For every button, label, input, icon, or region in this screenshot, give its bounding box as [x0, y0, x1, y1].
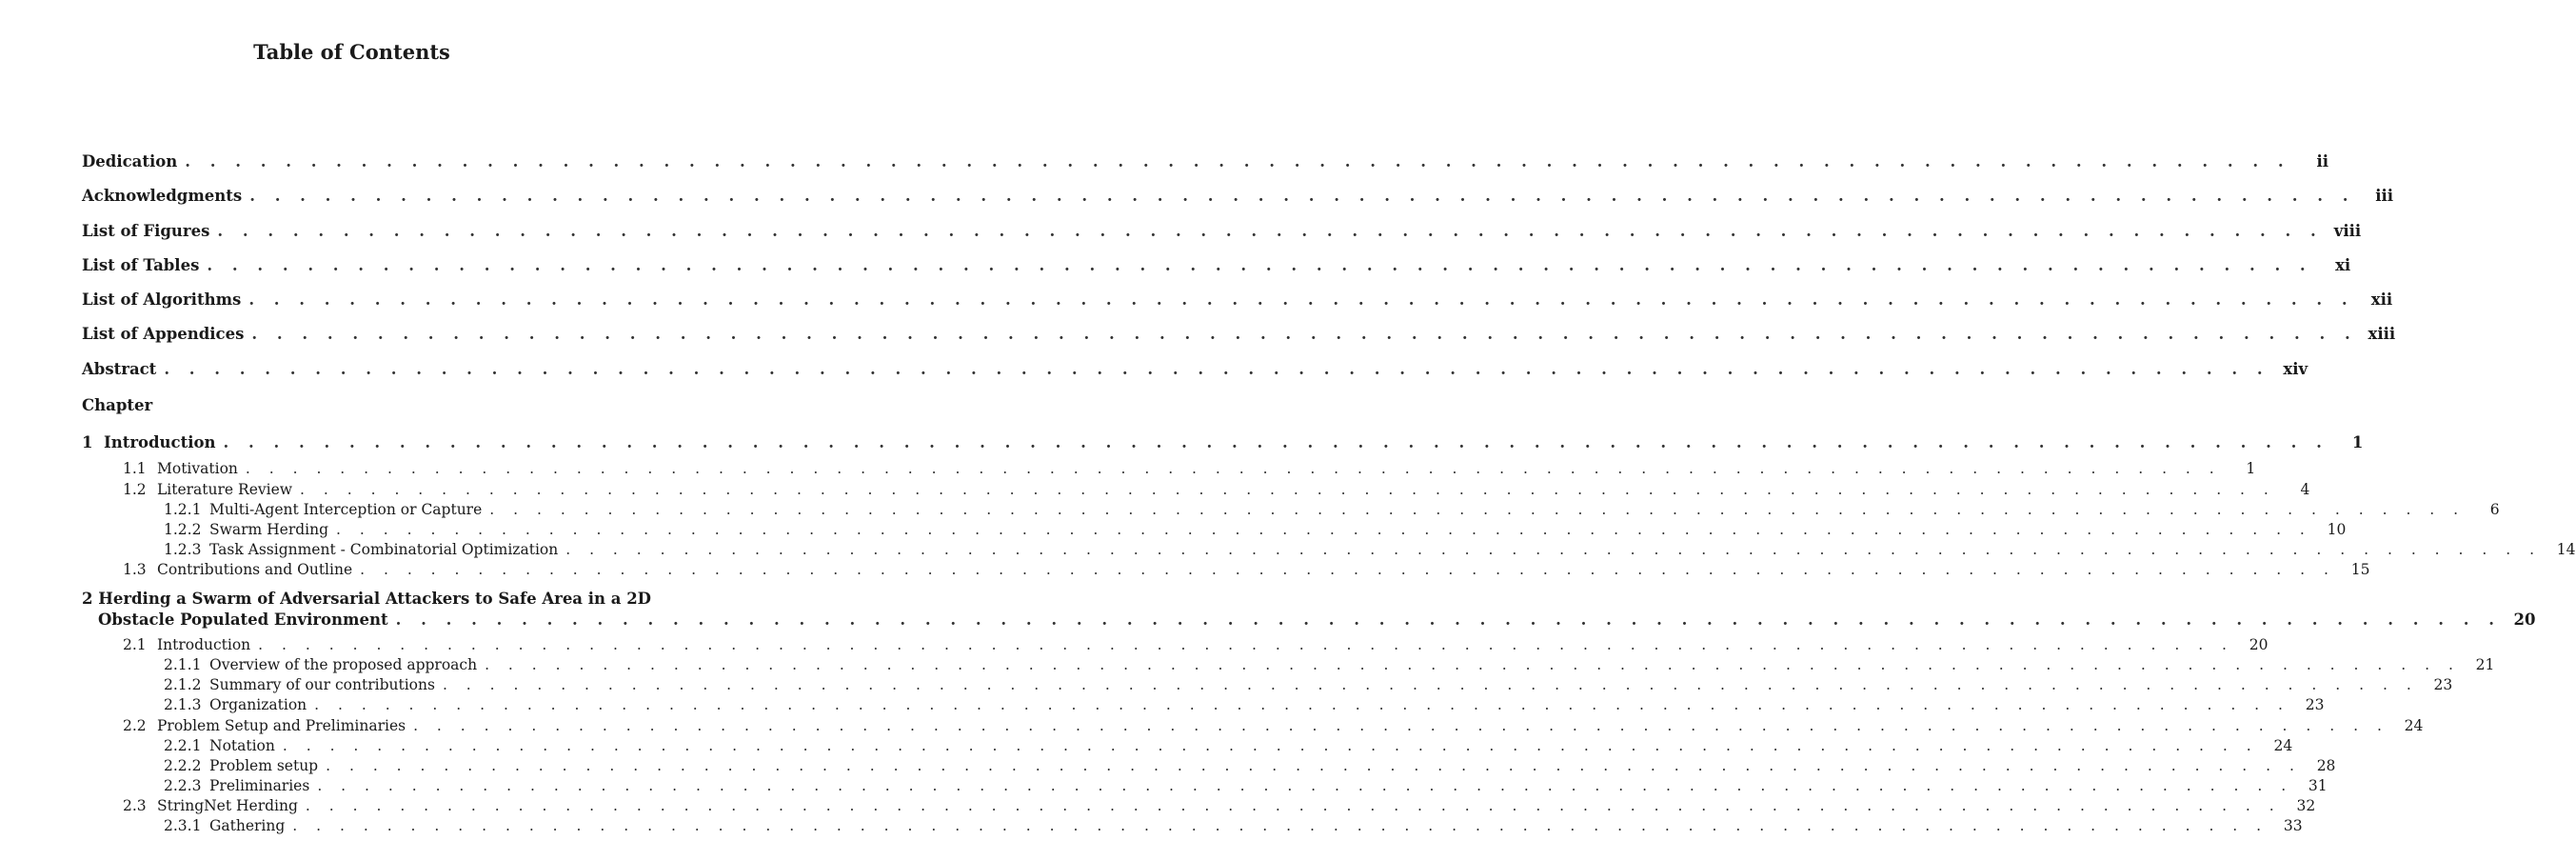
dot-leader: . . . . . . . . . . . . . . . . . . . . . . . . . . . . . . . . . . . . . . . . . . . . . . . . . . . . . . . . . . . . . . . . . . . . . . . . . . . . . . . . . . . .: [489, 501, 2466, 518]
toc-section-1-1[interactable]: [0, 460, 2256, 481]
entry-page: 20: [2249, 636, 2269, 653]
section-title: Introduction: [157, 636, 251, 653]
toc-entry-abstract[interactable]: [0, 360, 2308, 381]
entry-page: 24: [2404, 717, 2424, 734]
section-number: 1.3: [123, 561, 147, 578]
dot-leader: . . . . . . . . . . . . . . . . . . . . . . . . . . . . . . . . . . . . . . . . . . . . . . . . . . . . . . . . . . . . . . . . . . . . . . . . . . . . . . . . . . . .: [317, 777, 2293, 794]
dot-leader: . . . . . . . . . . . . . . . . . . . . . . . . . . . . . . . . . . . . . . . . . . . . . . . . . . . . . . . . . . . . . . . . . . . . . . . . . . . . . . . . . . . .: [258, 636, 2234, 653]
dot-leader: . . . . . . . . . . . . . . . . . . . . . . . . . . . . . . . . . . . . . . . . . . . . . . . . . . . . . . . . . . . . . . . . . . . . . . . . . . . . . . . . . . . .: [185, 152, 2291, 170]
toc-subsection-2-1-1[interactable]: [0, 656, 2495, 677]
dot-leader: . . . . . . . . . . . . . . . . . . . . . . . . . . . . . . . . . . . . . . . . . . . . . . . . . . . . . . . . . . . . . . . . . . . . . . . . . . . . . . . . . . . .: [282, 737, 2259, 754]
dot-leader: . . . . . . . . . . . . . . . . . . . . . . . . . . . . . . . . . . . . . . . . . . . . . . . . . . . . . . . . . . . . . . . . . . . . . . . . . . . . . . . . . . . .: [413, 717, 2389, 734]
section-number: 2.1.2: [164, 676, 202, 693]
toc-subsection-1-2-1[interactable]: [0, 501, 2500, 522]
dot-leader: . . . . . . . . . . . . . . . . . . . . . . . . . . . . . . . . . . . . . . . . . . . . . . . . . . . . . . . . . . . . . . . . . . . . . . . . . . . . . . . . . . . .: [292, 817, 2269, 834]
section-number: 1.2.1: [164, 501, 202, 518]
section-number: 2.3: [123, 797, 147, 814]
toc-subsection-1-2-3[interactable]: [0, 541, 2576, 562]
section-number: 1.2: [123, 481, 147, 498]
entry-page: 20: [2513, 611, 2536, 629]
toc-entry-list-of-figures[interactable]: [0, 222, 2362, 243]
entry-title: List of Tables: [82, 256, 200, 274]
entry-title: List of Appendices: [82, 325, 245, 343]
entry-page: ii: [2316, 152, 2329, 170]
section-title: Problem Setup and Preliminaries: [157, 717, 406, 734]
section-number: 2.1.1: [164, 656, 202, 673]
dot-leader: . . . . . . . . . . . . . . . . . . . . . . . . . . . . . . . . . . . . . . . . . . . . . . . . . . . . . . . . . . . . . . . . . . . . . . . . . . . . . . . . . . . .: [164, 360, 2270, 378]
entry-page: 28: [2316, 757, 2336, 774]
entry-page: viii: [2333, 222, 2362, 240]
toc-section-2-2[interactable]: [0, 717, 2424, 738]
toc-subsection-2-1-3[interactable]: [0, 696, 2325, 717]
chapter-number: 2: [82, 590, 93, 608]
toc-subsection-2-2-3[interactable]: [0, 777, 2328, 798]
dot-leader: . . . . . . . . . . . . . . . . . . . . . . . . . . . . . . . . . . . . . . . . . . . . . . . . . . . . . . . . . . . . . . . . . . . . . . . . . . . . . . . . . . . .: [360, 561, 2336, 578]
dot-leader: . . . . . . . . . . . . . . . . . . . . . . . . . . . . . . . . . . . . . . . . . . . . . . . . . . . . . . . . . . . . . . . . . . . . . . . . . . . . . . . . . . . .: [326, 757, 2302, 774]
section-number: 1.2.2: [164, 521, 202, 538]
entry-page: iii: [2375, 187, 2394, 205]
toc-entry-list-of-appendices[interactable]: [0, 325, 2396, 346]
section-title: Problem setup: [209, 757, 319, 774]
dot-leader: . . . . . . . . . . . . . . . . . . . . . . . . . . . . . . . . . . . . . . . . . . . . . . . . . . . . . . . . . . . . . . . . . . . . . . . . . . . . . . . . . . . .: [395, 611, 2502, 629]
dot-leader: . . . . . . . . . . . . . . . . . . . . . . . . . . . . . . . . . . . . . . . . . . . . . . . . . . . . . . . . . . . . . . . . . . . . . . . . . . . . . . . . . . . .: [249, 187, 2356, 205]
entry-title: [82, 433, 216, 451]
entry-page: xii: [2370, 290, 2393, 309]
section-number: 2.2.3: [164, 777, 202, 794]
entry-page: 15: [2350, 561, 2370, 578]
dot-leader: . . . . . . . . . . . . . . . . . . . . . . . . . . . . . . . . . . . . . . . . . . . . . . . . . . . . . . . . . . . . . . . . . . . . . . . . . . . . . . . . . . . .: [336, 521, 2312, 538]
dot-leader: . . . . . . . . . . . . . . . . . . . . . . . . . . . . . . . . . . . . . . . . . . . . . . . . . . . . . . . . . . . . . . . . . . . . . . . . . . . . . . . . . . . .: [442, 676, 2419, 693]
chapter-title-line2: Obstacle Populated Environment: [98, 611, 388, 629]
section-title: StringNet Herding: [157, 797, 298, 814]
toc-section-1-2[interactable]: [0, 481, 2310, 502]
entry-page: 33: [2283, 817, 2303, 834]
dot-leader: . . . . . . . . . . . . . . . . . . . . . . . . . . . . . . . . . . . . . . . . . . . . . . . . . . . . . . . . . . . . . . . . . . . . . . . . . . . . . . . . . . . .: [305, 797, 2282, 814]
entry-page: 14: [2556, 541, 2576, 558]
toc-section-2-1[interactable]: [0, 636, 2269, 657]
entry-page: 32: [2296, 797, 2316, 814]
section-number: 1.2.3: [164, 541, 202, 558]
toc-chapter-2[interactable]: [82, 589, 2536, 631]
chapter-title-line1: Herding a Swarm of Adversarial Attackers to Safe Area in a 2D: [98, 590, 651, 608]
toc-section-2-3[interactable]: [0, 797, 2316, 818]
entry-title: Abstract: [82, 360, 157, 378]
chapter-number: 1: [82, 433, 93, 451]
entry-title: Dedication: [82, 152, 178, 170]
entry-page: xiv: [2283, 360, 2308, 378]
dot-leader: . . . . . . . . . . . . . . . . . . . . . . . . . . . . . . . . . . . . . . . . . . . . . . . . . . . . . . . . . . . . . . . . . . . . . . . . . . . . . . . . . . . .: [251, 325, 2358, 343]
section-number: 1.1: [123, 460, 147, 477]
entry-title: Acknowledgments: [82, 187, 243, 205]
dot-leader: . . . . . . . . . . . . . . . . . . . . . . . . . . . . . . . . . . . . . . . . . . . . . . . . . . . . . . . . . . . . . . . . . . . . . . . . . . . . . . . . . . . .: [223, 433, 2329, 451]
page-title: Table of Contents: [253, 40, 450, 64]
entry-title: List of Figures: [82, 222, 210, 240]
toc-entry-dedication[interactable]: [0, 152, 2329, 173]
entry-page: 24: [2273, 737, 2293, 754]
section-title: Multi-Agent Interception or Capture: [209, 501, 483, 518]
section-title: Overview of the proposed approach: [209, 656, 478, 673]
dot-leader: . . . . . . . . . . . . . . . . . . . . . . . . . . . . . . . . . . . . . . . . . . . . . . . . . . . . . . . . . . . . . . . . . . . . . . . . . . . . . . . . . . . .: [217, 222, 2324, 240]
section-title: Preliminaries: [209, 777, 310, 794]
section-title: Summary of our contributions: [209, 676, 435, 693]
section-title: Gathering: [209, 817, 286, 834]
toc-entry-list-of-tables[interactable]: [0, 256, 2351, 277]
entry-page: 23: [2433, 676, 2453, 693]
section-number: 2.2: [123, 717, 147, 734]
entry-page: xiii: [2368, 325, 2396, 343]
section-title: Task Assignment - Combinatorial Optimization: [209, 541, 559, 558]
entry-page: 31: [2308, 777, 2328, 794]
toc-section-1-3[interactable]: [0, 561, 2370, 582]
chapter-title: Introduction: [103, 433, 216, 451]
toc-chapter-1[interactable]: [0, 433, 2364, 454]
section-title: Organization: [209, 696, 307, 713]
chapter-heading: Chapter: [82, 396, 153, 414]
section-title: Contributions and Outline: [157, 561, 353, 578]
toc-entry-acknowledgments[interactable]: [0, 187, 2394, 208]
dot-leader: . . . . . . . . . . . . . . . . . . . . . . . . . . . . . . . . . . . . . . . . . . . . . . . . . . . . . . . . . . . . . . . . . . . . . . . . . . . . . . . . . . . .: [485, 656, 2461, 673]
toc-subsection-2-2-2[interactable]: [0, 757, 2336, 778]
section-number: 2.3.1: [164, 817, 202, 834]
dot-leader: . . . . . . . . . . . . . . . . . . . . . . . . . . . . . . . . . . . . . . . . . . . . . . . . . . . . . . . . . . . . . . . . . . . . . . . . . . . . . . . . . . . .: [207, 256, 2313, 274]
entry-page: 6: [2489, 501, 2500, 518]
dot-leader: . . . . . . . . . . . . . . . . . . . . . . . . . . . . . . . . . . . . . . . . . . . . . . . . . . . . . . . . . . . . . . . . . . . . . . . . . . . . . . . . . . . .: [314, 696, 2290, 713]
entry-page: 4: [2300, 481, 2310, 498]
entry-page: 10: [2327, 521, 2347, 538]
entry-title: List of Algorithms: [82, 290, 242, 309]
section-number: 2.1.3: [164, 696, 202, 713]
toc-entry-list-of-algorithms[interactable]: [0, 290, 2393, 311]
dot-leader: . . . . . . . . . . . . . . . . . . . . . . . . . . . . . . . . . . . . . . . . . . . . . . . . . . . . . . . . . . . . . . . . . . . . . . . . . . . . . . . . . . . .: [300, 481, 2276, 498]
toc-subsection-2-2-1[interactable]: [0, 737, 2293, 758]
dot-leader: . . . . . . . . . . . . . . . . . . . . . . . . . . . . . . . . . . . . . . . . . . . . . . . . . . . . . . . . . . . . . . . . . . . . . . . . . . . . . . . . . . . .: [248, 290, 2355, 309]
section-number: 2.2.1: [164, 737, 202, 754]
entry-page: 23: [2305, 696, 2325, 713]
section-title: Motivation: [157, 460, 238, 477]
section-title: Literature Review: [157, 481, 293, 498]
section-number: 2.1: [123, 636, 147, 653]
dot-leader: . . . . . . . . . . . . . . . . . . . . . . . . . . . . . . . . . . . . . . . . . . . . . . . . . . . . . . . . . . . . . . . . . . . . . . . . . . . . . . . . . . . .: [565, 541, 2542, 558]
toc-subsection-1-2-2[interactable]: [0, 521, 2347, 542]
toc-subsection-2-1-2[interactable]: [0, 676, 2453, 697]
section-title: Swarm Herding: [209, 521, 329, 538]
section-number: 2.2.2: [164, 757, 202, 774]
entry-page: 1: [2351, 433, 2364, 451]
entry-page: 21: [2475, 656, 2495, 673]
entry-page: 1: [2246, 460, 2256, 477]
section-title: Notation: [209, 737, 275, 754]
dot-leader: . . . . . . . . . . . . . . . . . . . . . . . . . . . . . . . . . . . . . . . . . . . . . . . . . . . . . . . . . . . . . . . . . . . . . . . . . . . . . . . . . . . .: [245, 460, 2222, 477]
toc-subsection-2-3-1[interactable]: [0, 817, 2303, 838]
entry-page: xi: [2335, 256, 2351, 274]
